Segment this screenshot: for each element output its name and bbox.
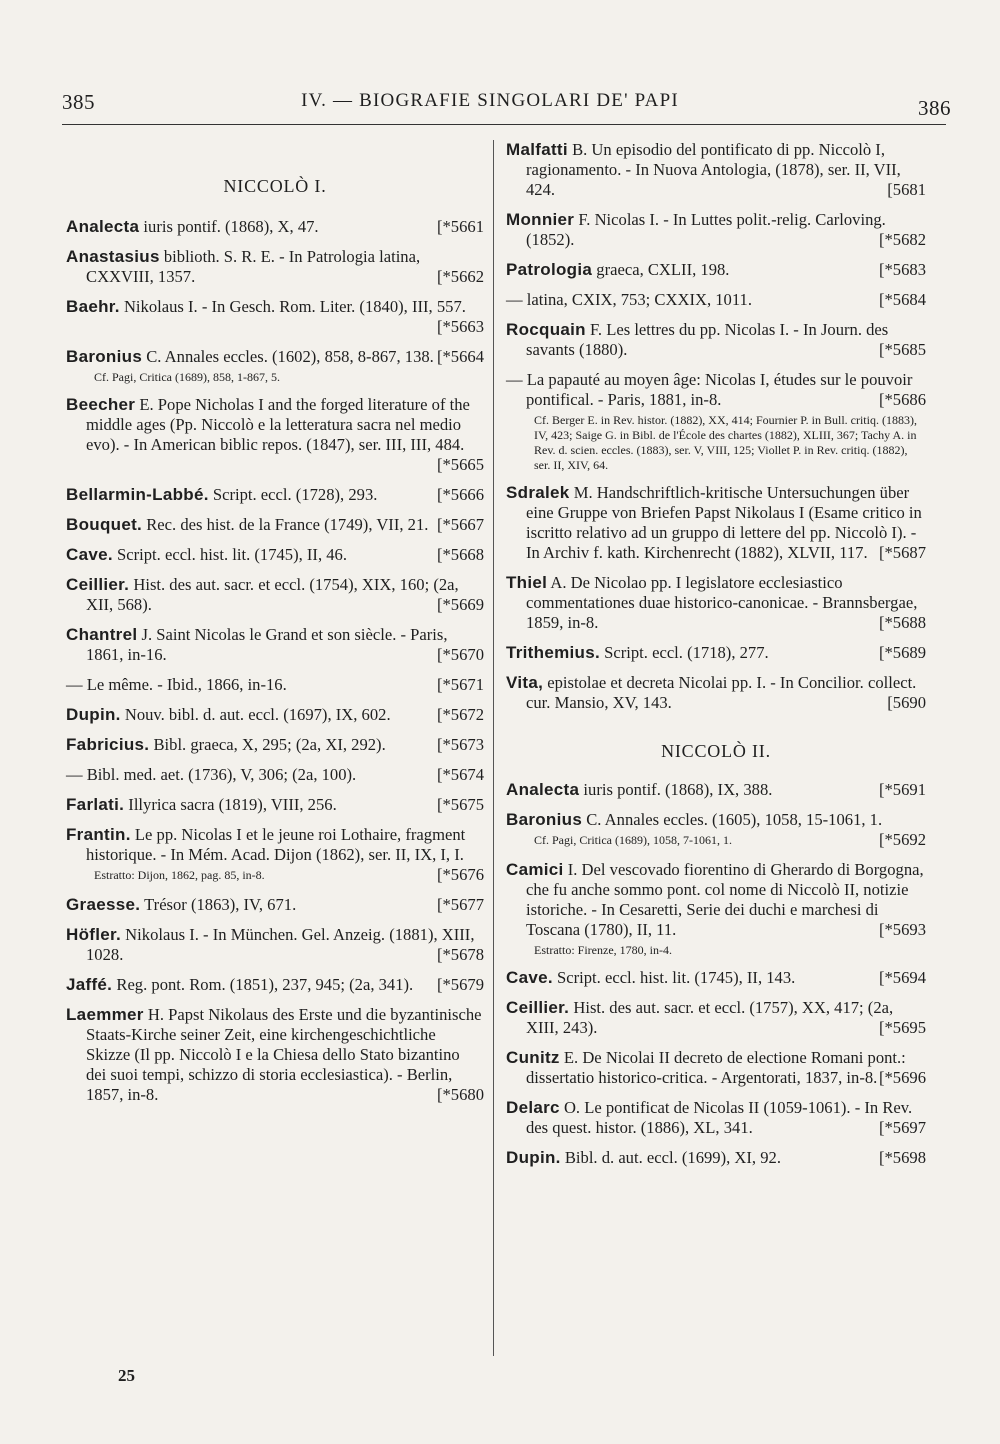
entry-author: Bellarmin-Labbé.: [66, 485, 209, 504]
entry-author: Ceillier.: [66, 575, 130, 594]
entry-text: Trésor (1863), IV, 671.: [144, 895, 297, 914]
entry-author: Beecher: [66, 395, 136, 414]
bibliography-entry: [506, 860, 926, 958]
entry-text: iuris pontif. (1868), IX, 388.: [583, 780, 773, 799]
bibliography-entry: [66, 825, 484, 885]
entry-ref-number: [*5698: [878, 1148, 926, 1167]
entry-ref-number: [*5664: [436, 347, 484, 366]
bibliography-entry: [506, 140, 926, 200]
bibliography-entry: [66, 1005, 484, 1105]
entry-note: Cf. Pagi, Critica (1689), 1058, 7-1061, 1.: [534, 833, 732, 847]
entry-author: Patrologia: [506, 260, 593, 279]
entry-ref-number: [*5692: [878, 830, 926, 849]
bibliography-entry: [506, 968, 926, 988]
bibliography-entry: [66, 795, 484, 815]
bibliography-entry: [66, 705, 484, 725]
entry-ref-number: [5681: [887, 180, 926, 199]
entry-text: — Le même. - Ibid., 1866, in-16.: [66, 675, 287, 694]
entry-author: Bouquet.: [66, 515, 143, 534]
entry-author: Graesse.: [66, 895, 141, 914]
entry-ref-number: [*5676: [436, 865, 484, 884]
entry-note: Estratto: Firenze, 1780, in-4.: [534, 943, 672, 957]
entry-author: Farlati.: [66, 795, 125, 814]
entry-ref-number: [*5689: [878, 643, 926, 662]
entry-text: F. Nicolas I. - In Luttes polit.-relig. Carloving. (1852).: [526, 210, 886, 249]
entry-ref-number: [*5670: [436, 645, 484, 664]
entry-author: Chantrel: [66, 625, 138, 644]
entry-ref-number: [*5696: [878, 1068, 926, 1087]
bibliography-entry: [506, 998, 926, 1038]
entry-text: J. Saint Nicolas le Grand et son siècle. - Paris, 1861, in-16.: [86, 625, 448, 664]
bibliography-entry: [66, 925, 484, 965]
entry-ref-number: [*5672: [436, 705, 484, 724]
entry-author: Delarc: [506, 1098, 560, 1117]
entry-ref-number: [*5669: [436, 595, 484, 614]
entry-text: I. Del vescovado fiorentino di Gherardo di Borgogna, che fu anche sommo pont. col nome di Niccolò II, notizie istoriche. - In Cesaretti, Serie dei duchi e marchesi di Toscana (1780), II, 11.: [526, 860, 924, 939]
entry-ref-number: [*5697: [878, 1118, 926, 1137]
entry-ref-number: [*5662: [436, 267, 484, 286]
entry-author: Thiel: [506, 573, 548, 592]
entry-text: Nikolaus I. - In Gesch. Rom. Liter. (1840), III, 557.: [123, 297, 466, 316]
entry-note: Cf. Berger E. in Rev. histor. (1882), XX, 414; Fournier P. in Bull. critiq. (1883), IV, 423; Saige G. in Bibl. de l'École des chartes (1882), XLIII, 367; Tachy A. in Rev. d. scien. eccles. (1883), ser. V, VIII, 125; Viollet P. in Rev. critiq. (1882), ser. II, XIV, 64.: [534, 413, 917, 472]
right-column: [506, 140, 926, 1178]
bibliography-entry: [66, 765, 484, 785]
bibliography-entry: [66, 515, 484, 535]
page-number-left: 385: [62, 90, 95, 114]
bibliography-entry: [506, 643, 926, 663]
entry-text: Hist. des aut. sacr. et eccl. (1757), XX, 417; (2a, XIII, 243).: [526, 998, 894, 1037]
entry-author: Rocquain: [506, 320, 586, 339]
entry-text: E. De Nicolai II decreto de electione Romani pont.: dissertatio historico-critica. - Argentorati, 1837, in-8.: [526, 1048, 906, 1087]
entry-ref-number: [*5687: [878, 543, 926, 562]
bibliography-entry: [66, 895, 484, 915]
entry-text: Hist. des aut. sacr. et eccl. (1754), XIX, 160; (2a, XII, 568).: [86, 575, 459, 614]
bibliography-entry: [66, 575, 484, 615]
bibliography-entry: [506, 780, 926, 800]
entry-author: Höfler.: [66, 925, 122, 944]
entry-text: H. Papst Nikolaus des Erste und die byzantinische Staats-Kirche seiner Zeit, eine kirchengeschichtliche Skizze (Il pp. Niccolò I e la Chiesa dello Stato bizantino dei suoi tempi, schizzo di storia ecclesiastica). - Berlin, 1857, in-8.: [86, 1005, 482, 1104]
entry-ref-number: [*5673: [436, 735, 484, 754]
signature-mark: 25: [118, 1366, 135, 1385]
page-number-right: 386: [918, 96, 951, 120]
entry-ref-number: [*5693: [878, 920, 926, 939]
bibliography-entry: [66, 485, 484, 505]
entry-ref-number: [*5665: [436, 455, 484, 474]
entry-author: Baronius: [506, 810, 583, 829]
entry-text: Rec. des hist. de la France (1749), VII, 21.: [146, 515, 429, 534]
bibliography-entry: [506, 1148, 926, 1168]
header-rule: [62, 124, 946, 125]
bibliography-entry: [66, 297, 484, 337]
entry-author: Cunitz: [506, 1048, 560, 1067]
entry-ref-number: [*5684: [878, 290, 926, 309]
entry-ref-number: [*5688: [878, 613, 926, 632]
bibliography-entry: [66, 675, 484, 695]
entry-author: Jaffé.: [66, 975, 113, 994]
entry-author: Sdralek: [506, 483, 570, 502]
entry-author: Cave.: [506, 968, 553, 987]
entry-author: Anastasius: [66, 247, 160, 266]
bibliography-entry: [506, 483, 926, 563]
bibliography-entry: [66, 545, 484, 565]
entry-text: Bibl. d. aut. eccl. (1699), XI, 92.: [564, 1148, 781, 1167]
entry-ref-number: [*5686: [878, 390, 926, 409]
entry-ref-number: [*5668: [436, 545, 484, 564]
bibliography-entry: [506, 210, 926, 250]
entry-author: Dupin.: [506, 1148, 561, 1167]
entry-ref-number: [*5666: [436, 485, 484, 504]
entry-text: — Bibl. med. aet. (1736), V, 306; (2a, 100).: [66, 765, 357, 784]
entry-text: Script. eccl. hist. lit. (1745), II, 46.: [117, 545, 347, 564]
entry-text: A. De Nicolao pp. I legislatore ecclesiastico commentationes duae historico-canonicae. - Brannsbergae, 1859, in-8.: [526, 573, 918, 632]
entry-author: Baehr.: [66, 297, 120, 316]
bibliography-entry: [506, 810, 926, 850]
entry-author: Monnier: [506, 210, 575, 229]
section-title-niccolo-ii: NICCOLÒ II.: [661, 741, 771, 761]
entry-text: — La papauté au moyen âge: Nicolas I, études sur le pouvoir pontifical. - Paris, 1881, in-8.: [506, 370, 913, 409]
entry-ref-number: [*5691: [878, 780, 926, 799]
entry-author: Fabricius.: [66, 735, 150, 754]
bibliography-entry: [66, 217, 484, 237]
entry-text: Script. eccl. (1718), 277.: [604, 643, 769, 662]
entry-text: Nouv. bibl. d. aut. eccl. (1697), IX, 602.: [124, 705, 391, 724]
entry-ref-number: [*5675: [436, 795, 484, 814]
bibliography-entry: [66, 735, 484, 755]
entry-author: Ceillier.: [506, 998, 570, 1017]
entry-text: Le pp. Nicolas I et le jeune roi Lothaire, fragment historique. - In Mém. Acad. Dijon (1862), ser. II, IX, I, I.: [86, 825, 466, 864]
left-column: [66, 138, 484, 1115]
bibliography-entry: [506, 673, 926, 713]
entry-ref-number: [*5663: [436, 317, 484, 336]
entry-ref-number: [*5671: [436, 675, 484, 694]
running-title: IV. — BIOGRAFIE SINGOLARI DE' PAPI: [301, 90, 679, 111]
right-entries-list-b: [506, 780, 926, 1168]
entry-text: Illyrica sacra (1819), VIII, 256.: [128, 795, 337, 814]
entry-ref-number: [*5674: [436, 765, 484, 784]
bibliography-entry: [506, 320, 926, 360]
entry-ref-number: [*5661: [436, 217, 484, 236]
page-header: [0, 88, 1000, 124]
entry-ref-number: [*5694: [878, 968, 926, 987]
entry-note: Estratto: Dijon, 1862, pag. 85, in-8.: [94, 868, 265, 882]
entry-text: M. Handschriftlich-kritische Untersuchungen über eine Gruppe von Briefen Papst Nikolaus I (Esame critico in iscritto relativo ad un gruppo di lettere del pp. Niccolò I). - In Archiv f. kath. Kirchenrecht (1882), XLVII, 117.: [526, 483, 922, 562]
entry-text: graeca, CXLII, 198.: [596, 260, 730, 279]
entry-ref-number: [*5682: [878, 230, 926, 249]
entry-text: E. Pope Nicholas I and the forged literature of the middle ages (Pp. Niccolò e la letteratura sacra nel medio evo). - In American biblic repos. (1847), ser. III, III, 484.: [86, 395, 470, 454]
entry-note: Cf. Pagi, Critica (1689), 858, 1-867, 5.: [94, 370, 280, 384]
bibliography-entry: [66, 395, 484, 475]
entry-ref-number: [*5667: [436, 515, 484, 534]
entry-author: Analecta: [66, 217, 140, 236]
entry-text: Script. eccl. hist. lit. (1745), II, 143.: [557, 968, 796, 987]
bibliography-entry: [66, 347, 484, 385]
bibliography-entry: [506, 573, 926, 633]
entry-text: Script. eccl. (1728), 293.: [212, 485, 378, 504]
column-divider: [493, 140, 494, 1356]
entry-text: Nikolaus I. - In München. Gel. Anzeig. (1881), XIII, 1028.: [86, 925, 475, 964]
entry-ref-number: [*5695: [878, 1018, 926, 1037]
entry-author: Trithemius.: [506, 643, 600, 662]
entry-text: biblioth. S. R. E. - In Patrologia latina, CXXVIII, 1357.: [86, 247, 421, 286]
bibliography-entry: [506, 290, 926, 310]
entry-text: O. Le pontificat de Nicolas II (1059-1061). - In Rev. des quest. histor. (1886), XL, 341.: [526, 1098, 913, 1137]
entry-text: iuris pontif. (1868), X, 47.: [143, 217, 319, 236]
bibliography-entry: [506, 1098, 926, 1138]
bibliography-entry: [506, 1048, 926, 1088]
entry-author: Laemmer: [66, 1005, 144, 1024]
bibliography-entry: [66, 247, 484, 287]
entry-ref-number: [*5677: [436, 895, 484, 914]
entry-text: Reg. pont. Rom. (1851), 237, 945; (2a, 341).: [116, 975, 414, 994]
entry-text: epistolae et decreta Nicolai pp. I. - In Concilior. collect. cur. Mansio, XV, 143.: [526, 673, 917, 712]
entry-text: Bibl. graeca, X, 295; (2a, XI, 292).: [153, 735, 386, 754]
bibliography-entry: [66, 625, 484, 665]
entry-ref-number: [5690: [887, 693, 926, 712]
entry-text: B. Un episodio del pontificato di pp. Niccolò I, ragionamento. - In Nuova Antologia, (1878), ser. II, VII, 424.: [526, 140, 901, 199]
entry-ref-number: [*5685: [878, 340, 926, 359]
entry-author: Vita,: [506, 673, 544, 692]
entry-text: — latina, CXIX, 753; CXXIX, 1011.: [506, 290, 752, 309]
left-entries-list: [66, 217, 484, 1105]
bibliography-entry: [506, 260, 926, 280]
bibliography-entry: [506, 370, 926, 473]
entry-author: Camici: [506, 860, 564, 879]
entry-ref-number: [*5683: [878, 260, 926, 279]
section-title-niccolo-i: NICCOLÒ I.: [223, 176, 327, 196]
entry-author: Frantin.: [66, 825, 131, 844]
entry-ref-number: [*5680: [436, 1085, 484, 1104]
bibliography-entry: [66, 975, 484, 995]
entry-ref-number: [*5678: [436, 945, 484, 964]
entry-author: Analecta: [506, 780, 580, 799]
entry-text: F. Les lettres du pp. Nicolas I. - In Journ. des savants (1880).: [526, 320, 889, 359]
entry-author: Malfatti: [506, 140, 568, 159]
entry-ref-number: [*5679: [436, 975, 484, 994]
right-entries-list-a: [506, 140, 926, 713]
entry-text: C. Annales eccles. (1605), 1058, 15-1061, 1.: [586, 810, 883, 829]
entry-author: Baronius: [66, 347, 143, 366]
entry-text: C. Annales eccles. (1602), 858, 8-867, 138.: [146, 347, 434, 366]
entry-author: Dupin.: [66, 705, 121, 724]
entry-author: Cave.: [66, 545, 113, 564]
